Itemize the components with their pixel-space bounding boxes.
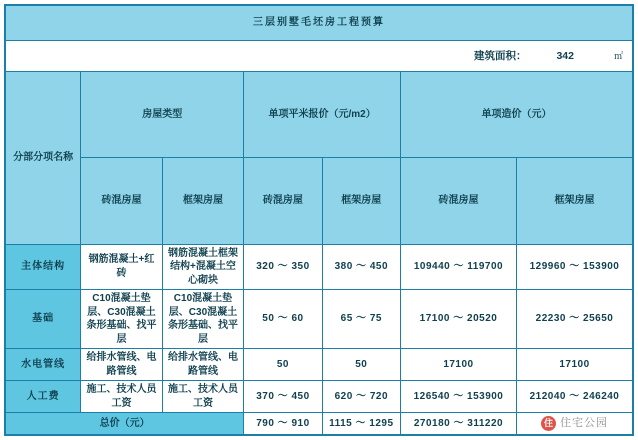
cell-desc-frame: 施工、技术人员工资 (162, 381, 244, 413)
sheet-frame (4, 4, 634, 436)
header-item-column: 分部分项名称 (6, 72, 81, 245)
row-label-labor: 人工费 (6, 381, 81, 413)
watermark-badge-icon: 住 (541, 416, 556, 431)
cell-total-brick: 17100 ～ 20520 (400, 290, 516, 349)
building-area-unit: ㎡ (613, 50, 623, 61)
watermark-text: 住宅公园 (559, 417, 608, 430)
cell-total-unit-frame: 1115 ～ 1295 (322, 413, 400, 435)
header-unit-price-frame: 框架房屋 (322, 158, 400, 244)
header-total-price: 单项造价（元） (400, 72, 632, 158)
row-label-total: 总价（元） (6, 413, 244, 435)
table-row (6, 290, 633, 349)
cell-unit-frame: 65 ～ 75 (322, 290, 400, 349)
budget-table (5, 5, 633, 435)
cell-desc-brick: C10混凝土垫层、C30混凝土条形基础、找平层 (81, 290, 163, 349)
cell-desc-frame: C10混凝土垫层、C30混凝土条形基础、找平层 (162, 290, 244, 349)
cell-unit-frame: 50 (322, 349, 400, 381)
building-area-value: 342 (556, 49, 574, 62)
cell-total-sum-brick: 270180 ～ 311220 (400, 413, 516, 435)
cell-desc-frame: 钢筋混凝土框架结构+混凝土空心砌块 (162, 244, 244, 290)
cell-unit-brick: 50 ～ 60 (244, 290, 322, 349)
cell-total-frame: 22230 ～ 25650 (516, 290, 632, 349)
table-row (6, 349, 633, 381)
cell-desc-brick: 给排水管线、电路管线 (81, 349, 163, 381)
header-house-type-frame: 框架房屋 (162, 158, 244, 244)
cell-desc-frame: 给排水管线、电路管线 (162, 349, 244, 381)
header-unit-price-brick: 砖混房屋 (244, 158, 322, 244)
header-total-price-frame: 框架房屋 (516, 158, 632, 244)
cell-total-frame: 129960 ～ 153900 (516, 244, 632, 290)
row-label-main-structure: 主体结构 (6, 244, 81, 290)
cell-desc-brick: 施工、技术人员工资 (81, 381, 163, 413)
table-row (6, 244, 633, 290)
cell-total-frame: 17100 (516, 349, 632, 381)
row-label-foundation: 基础 (6, 290, 81, 349)
header-house-type: 房屋类型 (81, 72, 244, 158)
building-area-row (6, 41, 633, 72)
cell-total-frame: 212040 ～ 246240 (516, 381, 632, 413)
document-title: 三层别墅毛坯房工程预算 (6, 6, 633, 41)
cell-unit-frame: 380 ～ 450 (322, 244, 400, 290)
cell-total-unit-brick: 790 ～ 910 (244, 413, 322, 435)
watermark-cell (516, 413, 632, 435)
table-total-row (6, 413, 633, 435)
watermark (520, 416, 629, 431)
cell-unit-brick: 50 (244, 349, 322, 381)
row-label-utilities: 水电管线 (6, 349, 81, 381)
cell-unit-frame: 620 ～ 720 (322, 381, 400, 413)
cell-total-brick: 17100 (400, 349, 516, 381)
cell-total-brick: 126540 ～ 153900 (400, 381, 516, 413)
cell-unit-brick: 370 ～ 450 (244, 381, 322, 413)
building-area-label: 建筑面积： (473, 49, 527, 62)
cell-desc-brick: 钢筋混凝土+红砖 (81, 244, 163, 290)
header-total-price-brick: 砖混房屋 (400, 158, 516, 244)
header-house-type-brick: 砖混房屋 (81, 158, 163, 244)
header-unit-price: 单项平米报价（元/m2） (244, 72, 401, 158)
table-row (6, 381, 633, 413)
cell-total-brick: 109440 ～ 119700 (400, 244, 516, 290)
cell-unit-brick: 320 ～ 350 (244, 244, 322, 290)
